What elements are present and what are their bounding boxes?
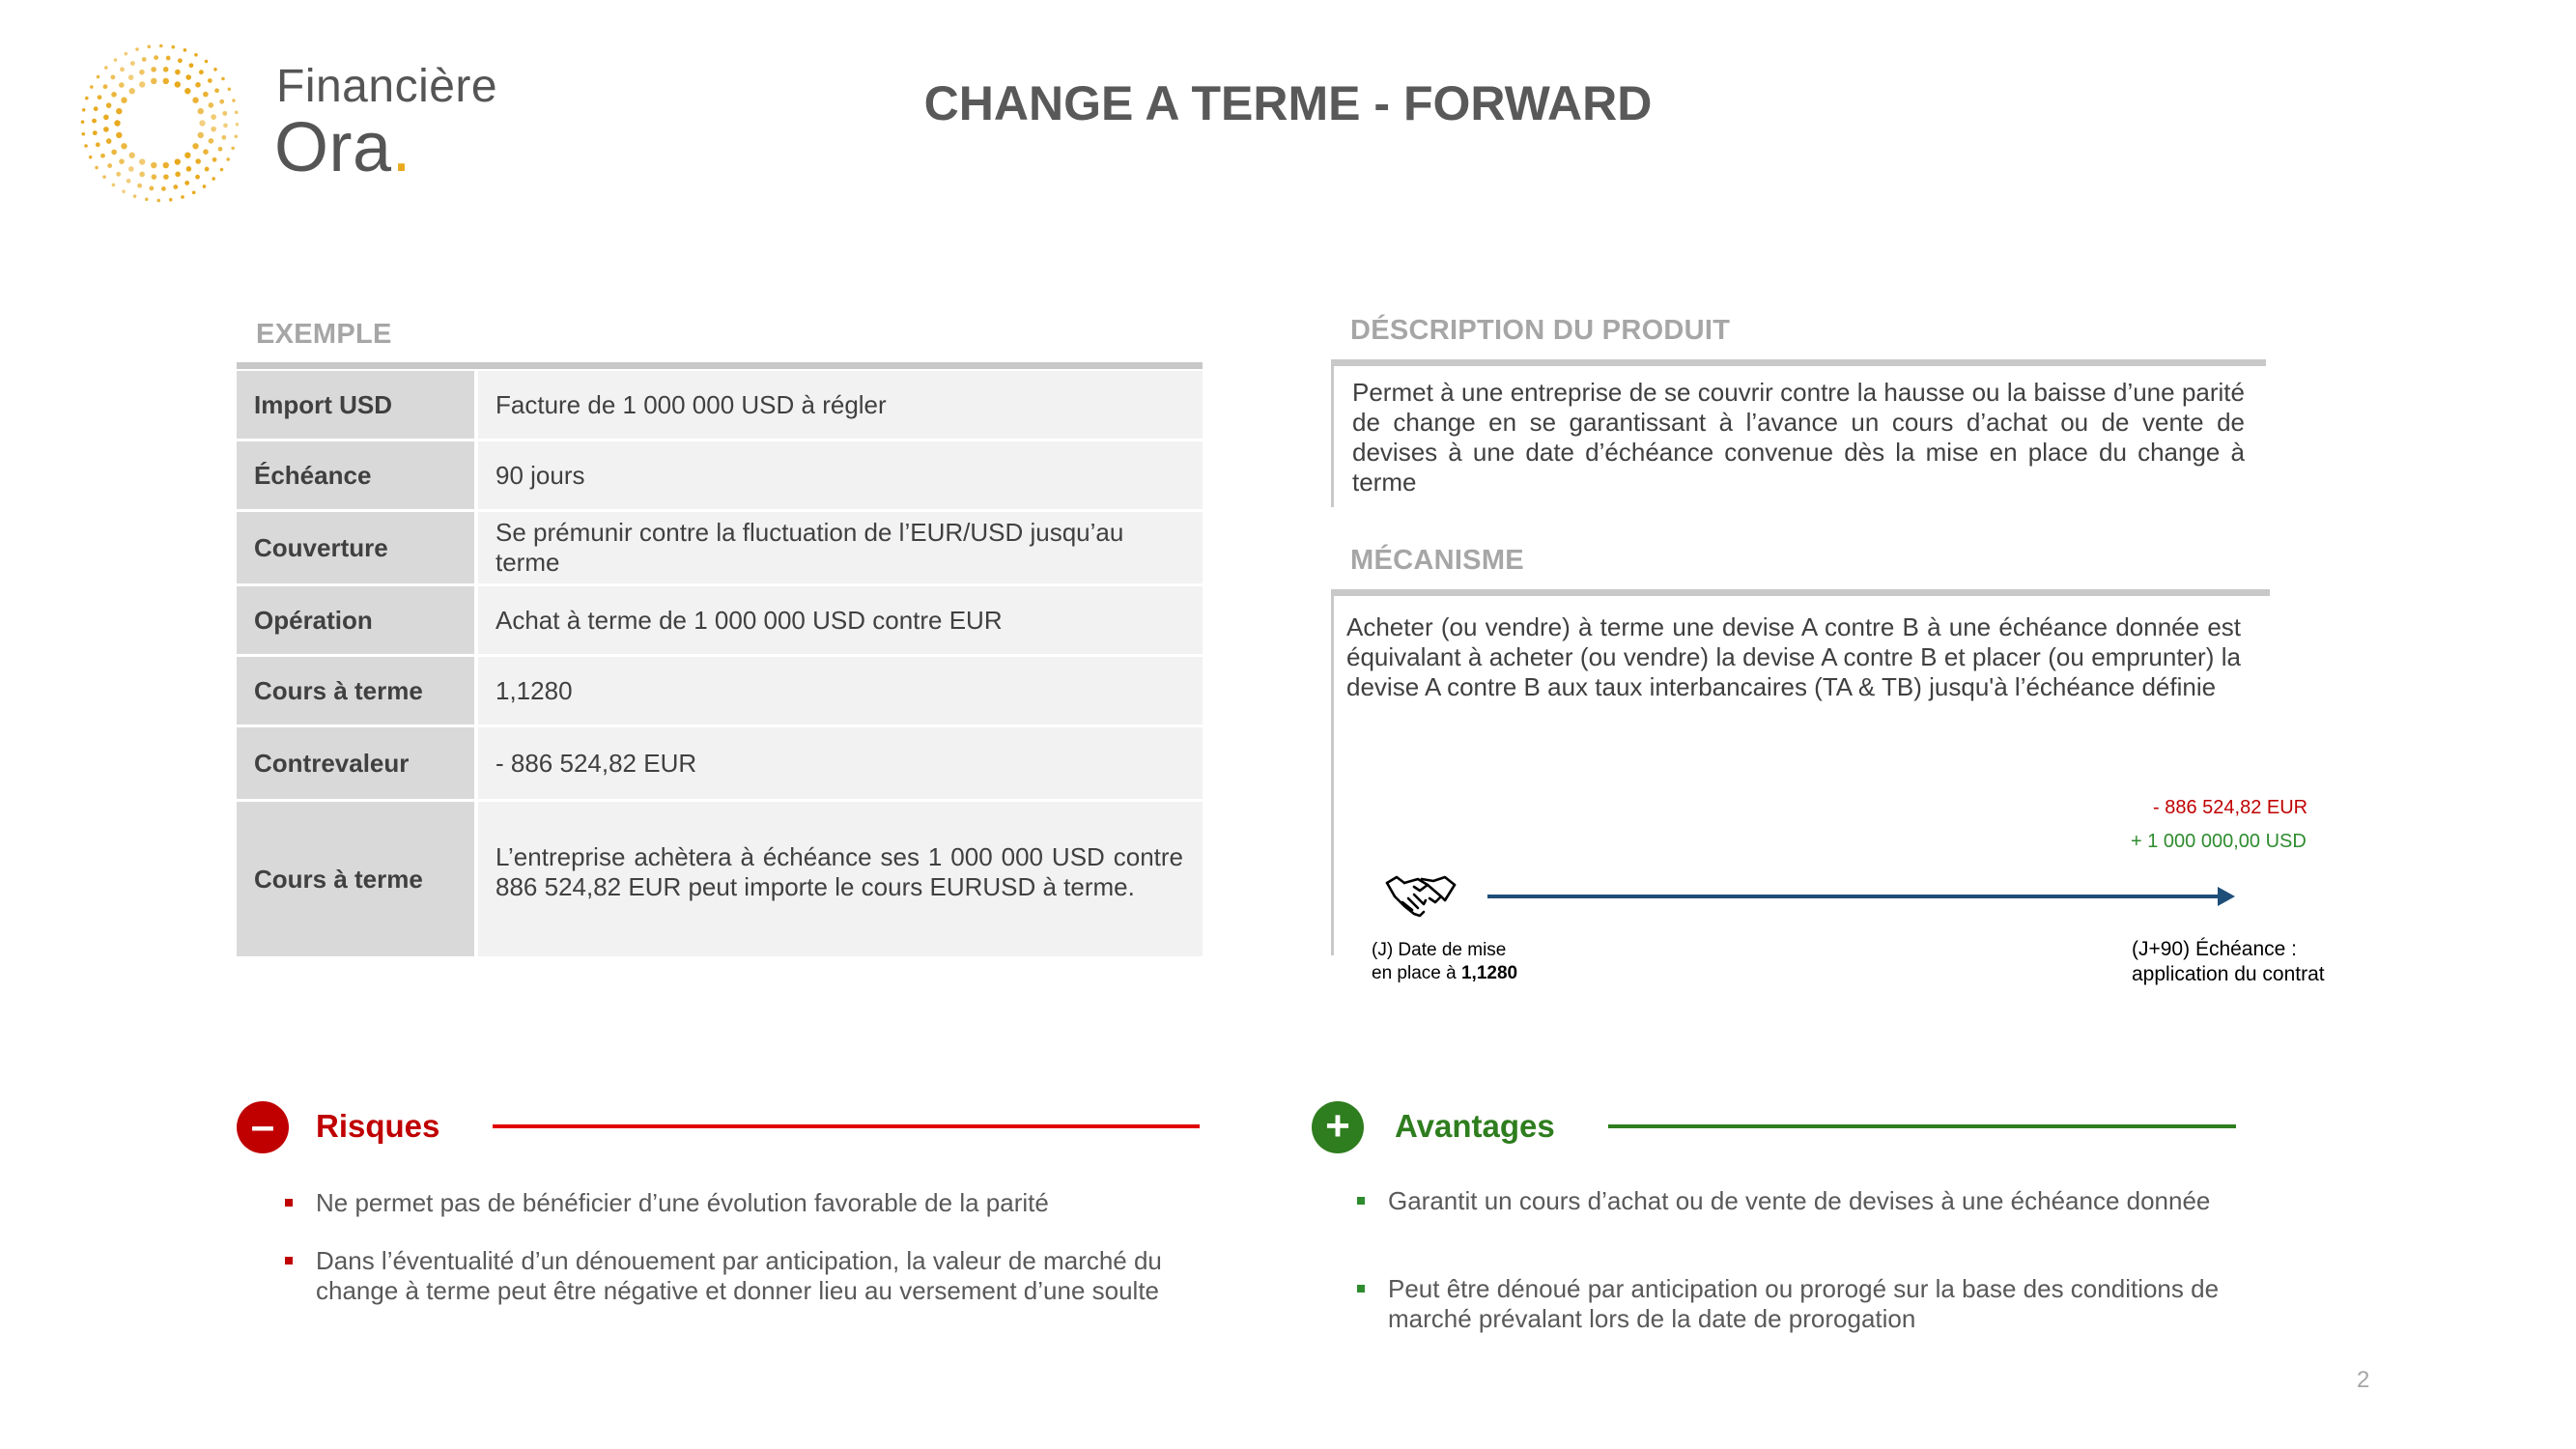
mechanism-rule bbox=[1331, 589, 2270, 596]
description-box-border bbox=[1331, 366, 1334, 507]
row-key: Cours à terme bbox=[237, 802, 474, 956]
timeline-arrow bbox=[1487, 895, 2222, 898]
row-value: Achat à terme de 1 000 000 USD contre EUR bbox=[478, 586, 1203, 654]
plus-icon: + bbox=[1312, 1101, 1364, 1153]
timeline-arrow-head bbox=[2218, 887, 2235, 906]
row-value: 1,1280 bbox=[478, 657, 1203, 724]
row-key: Couverture bbox=[237, 512, 474, 583]
risk-item bbox=[316, 1246, 1214, 1306]
description-heading: DÉSCRIPTION DU PRODUIT bbox=[1350, 315, 1731, 346]
row-key: Échéance bbox=[237, 441, 474, 509]
row-value: L’entreprise achètera à échéance ses 1 000 000 USD contre 886 524,82 EUR peut importe le cours EURUSD à terme. bbox=[478, 802, 1203, 956]
mechanism-heading: MÉCANISME bbox=[1350, 545, 1524, 576]
risks-title: Risques bbox=[316, 1108, 440, 1144]
table-row bbox=[237, 657, 1203, 724]
brand-name-line1: Financière bbox=[276, 61, 498, 112]
table-row bbox=[237, 802, 1203, 956]
row-key: Opération bbox=[237, 586, 474, 654]
timeline-end-label bbox=[2132, 937, 2325, 987]
advantages-title: Avantages bbox=[1395, 1108, 1555, 1144]
row-value: Facture de 1 000 000 USD à régler bbox=[478, 371, 1203, 439]
timeline-start-rate: 1,1280 bbox=[1460, 963, 1518, 983]
row-key: Import USD bbox=[237, 371, 474, 439]
timeline-end-line1: (J+90) Échéance : bbox=[2132, 938, 2298, 960]
table-row bbox=[237, 441, 1203, 509]
page-number: 2 bbox=[2357, 1367, 2370, 1393]
advantage-item-text: Garantit un cours d’achat ou de vente de devises à une échéance donnée bbox=[1388, 1186, 2211, 1215]
timeline-amount-usd: + 1 000 000,00 USD bbox=[2131, 831, 2307, 852]
mechanism-text: Acheter (ou vendre) à terme une devise A contre B à une échéance donnée est équivalant à acheter (ou vendre) la devise A contre B et placer (ou emprunter) la devise A contre B aux taux interbancaires (TA & TB) jusqu'à l’échéance définie bbox=[1346, 612, 2241, 701]
bullet-square-icon bbox=[1357, 1285, 1365, 1293]
timeline-end-line2: application du contrat bbox=[2132, 963, 2325, 985]
risk-item bbox=[316, 1188, 1214, 1218]
advantage-item-text: Peut être dénoué par anticipation ou prorogé sur la base des conditions de marché prévalant lors de la date de prorogation bbox=[1388, 1274, 2220, 1333]
risk-item-text: Dans l’éventualité d’un dénouement par anticipation, la valeur de marché du change à terme peut être négative et donner lieu au versement d’une soulte bbox=[316, 1246, 1162, 1305]
example-rule bbox=[237, 362, 1203, 369]
brand-name-ora: Ora bbox=[274, 109, 392, 186]
handshake-icon bbox=[1385, 871, 1457, 922]
advantage-item bbox=[1388, 1274, 2296, 1334]
timeline-start-label bbox=[1372, 939, 1517, 985]
description-text: Permet à une entreprise de se couvrir contre la hausse ou la baisse d’une parité de change en se garantissant à l’avance un cours d’achat ou de vente de devises à une date d’échéance convenue dès la mise en place du change à terme bbox=[1352, 378, 2245, 497]
timeline-start-line1: (J) Date de mise bbox=[1372, 940, 1507, 960]
bullet-square-icon bbox=[1357, 1197, 1365, 1205]
bullet-square-icon bbox=[285, 1199, 293, 1207]
advantages-rule bbox=[1608, 1124, 2236, 1128]
row-value: - 886 524,82 EUR bbox=[478, 727, 1203, 799]
minus-icon: – bbox=[237, 1101, 289, 1153]
risks-rule bbox=[493, 1124, 1200, 1128]
advantage-item bbox=[1388, 1186, 2296, 1216]
table-row bbox=[237, 371, 1203, 439]
mechanism-box-border bbox=[1331, 596, 1334, 955]
table-row bbox=[237, 512, 1203, 583]
risk-item-text: Ne permet pas de bénéficier d’une évolution favorable de la parité bbox=[316, 1188, 1049, 1217]
row-key: Cours à terme bbox=[237, 657, 474, 724]
row-value: Se prémunir contre la fluctuation de l’EUR/USD jusqu’au terme bbox=[478, 512, 1203, 583]
timeline-amount-eur: - 886 524,82 EUR bbox=[2153, 797, 2308, 818]
description-rule bbox=[1331, 359, 2266, 366]
timeline-start-line2 bbox=[1372, 962, 1517, 985]
table-row bbox=[237, 727, 1203, 799]
row-key: Contrevaleur bbox=[237, 727, 474, 799]
timeline-start-prefix: en place à bbox=[1372, 963, 1461, 983]
row-value: 90 jours bbox=[478, 441, 1203, 509]
table-row bbox=[237, 586, 1203, 654]
example-heading: EXEMPLE bbox=[256, 319, 392, 350]
page-title: CHANGE A TERME - FORWARD bbox=[923, 76, 1653, 130]
bullet-square-icon bbox=[285, 1257, 293, 1264]
brand-dot: . bbox=[391, 109, 412, 186]
